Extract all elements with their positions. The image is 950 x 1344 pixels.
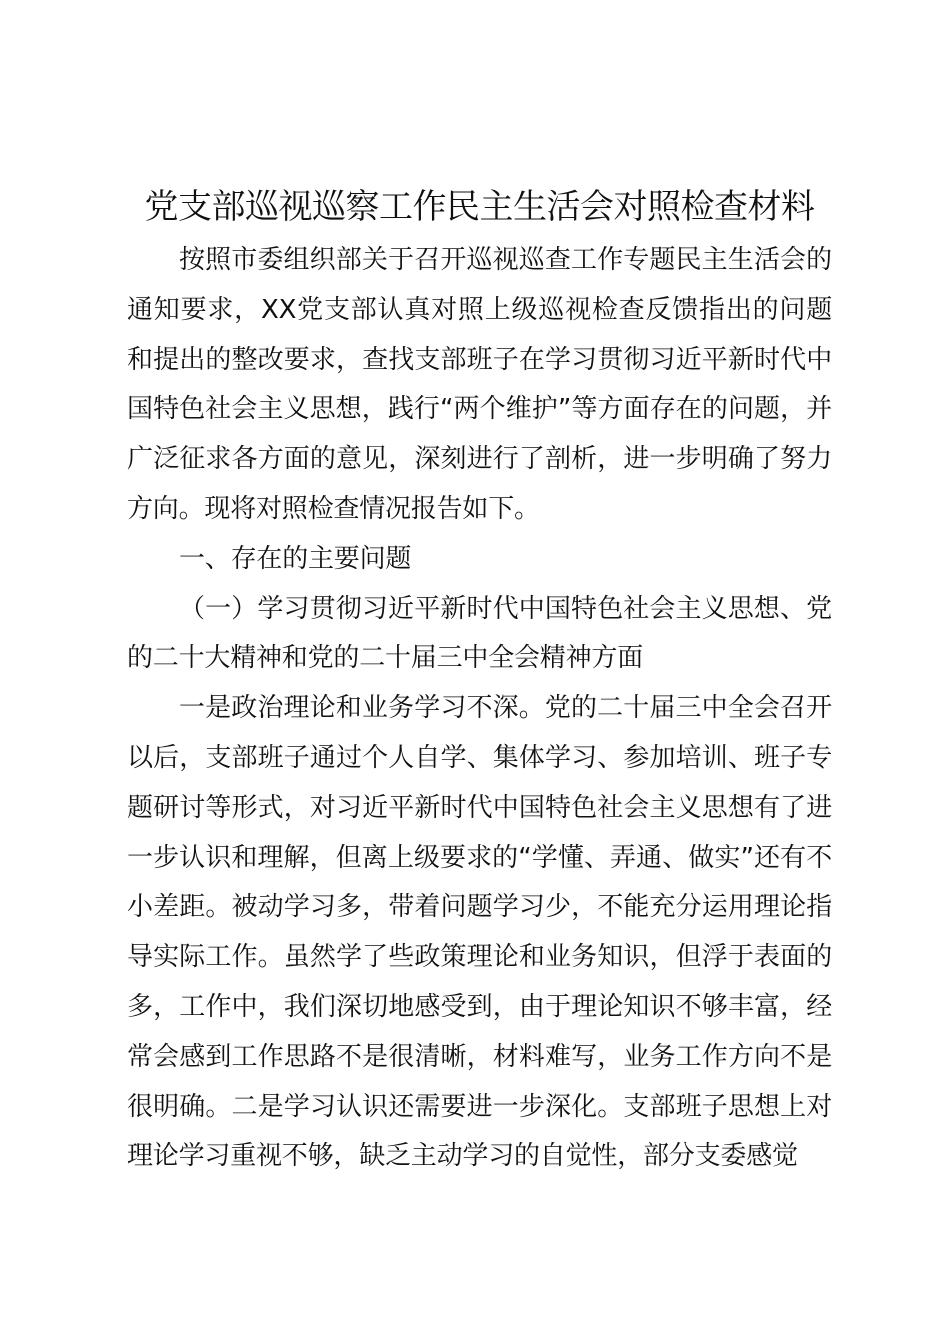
intro-paragraph: 按照市委组织部关于召开巡视巡查工作专题民主生活会的通知要求，XX党支部认真对照上级巡视检查反馈指出的问题和提出的整改要求，查找支部班子在学习贯彻习近平新时代中国特色社会主义思想，践行“两个维护”等方面存在的问题，并广泛征求各方面的意见，深刻进行了剖析，进一步明确了努力方向。现将对照检查情况报告如下。 (127, 245, 832, 524)
section-heading-1: 一、存在的主要问题 (179, 543, 412, 574)
document-title: 党支部巡视巡察工作民主生活会对照检查材料 (144, 187, 815, 227)
body-paragraph-1: 一是政治理论和业务学习不深。党的二十届三中全会召开以后，支部班子通过个人自学、集体学习、参加培训、班子专题研讨等形式，对习近平新时代中国特色社会主义思想有了进一步认识和理解，但离上级要求的“学懂、弄通、做实”还有不小差距。被动学习多，带着问题学习少，不能充分运用理论指导实际工作。虽然学了些政策理论和业务知识，但浮于表面的多，工作中，我们深切地感受到，由于理论知识不够丰富，经常会感到工作思路不是很清晰，材料难写，业务工作方向不是很明确。二是学习认识还需要进一步深化。支部班子思想上对理论学习重视不够，缺乏主动学习的自觉性，部分支委感觉 (127, 693, 832, 1172)
document-content (127, 178, 832, 1182)
subsection-heading-1: （一）学习贯彻习近平新时代中国特色社会主义思想、党的二十大精神和党的二十届三中全会精神方面 (127, 593, 832, 674)
